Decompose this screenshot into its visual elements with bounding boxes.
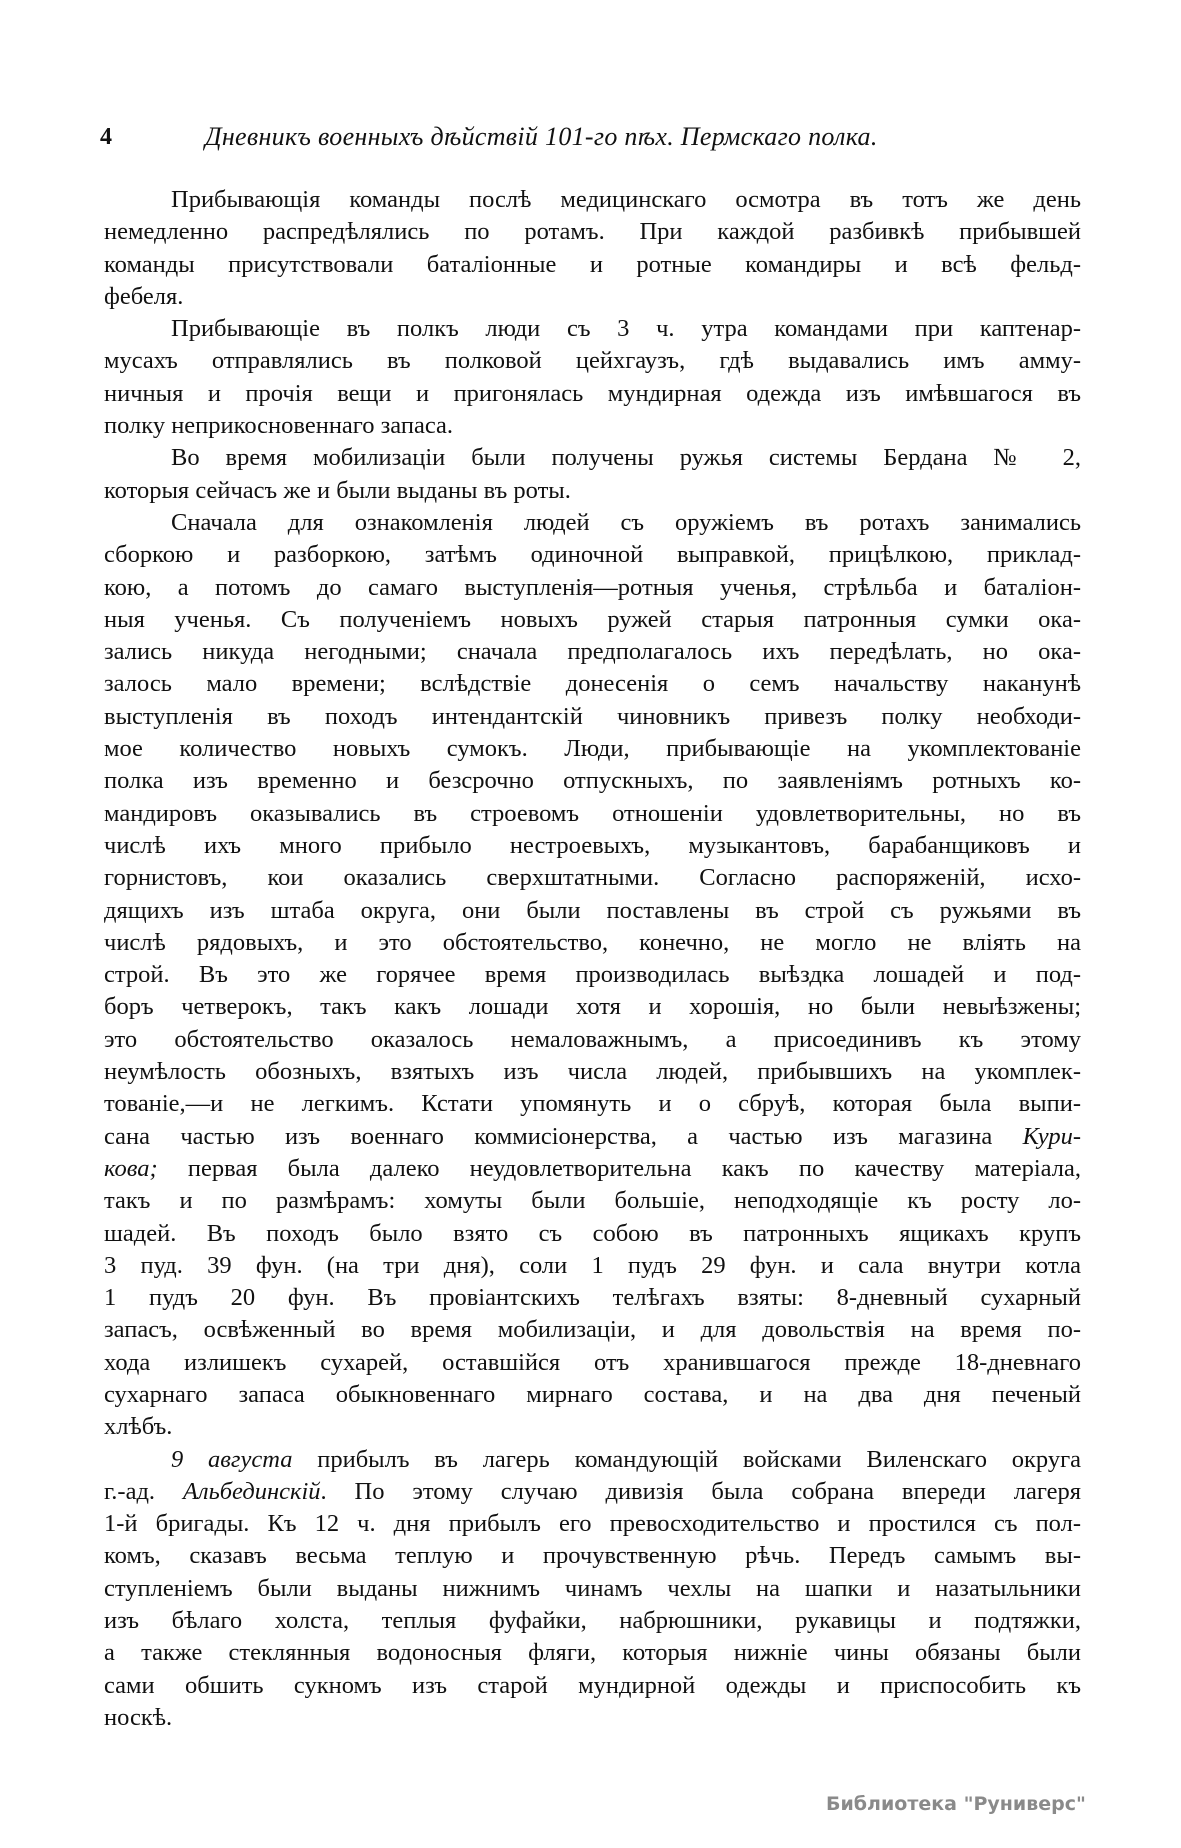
text-segment: числѣ рядовыхъ, и это обстоятельство, конечно, не могло не вліять на xyxy=(104,928,1081,956)
text-segment: шадей. Въ походъ было взято съ собою въ патронныхъ ящикахъ крупъ xyxy=(104,1219,1081,1247)
text-segment: ныя ученья. Съ полученіемъ новыхъ ружей старыя патронныя сумки ока- xyxy=(104,605,1081,633)
text-line xyxy=(104,1282,1081,1314)
italic-text-segment: Кури- xyxy=(1022,1122,1081,1150)
text-segment: строй. Въ это же горячее время производилась выѣздка лошадей и под- xyxy=(104,961,1081,989)
text-segment: Прибывающія команды послѣ медицинскаго осмотра въ тотъ же день xyxy=(171,186,1081,213)
text-segment: выступленія въ походъ интендантскій чиновникъ привезъ полку необходи- xyxy=(104,702,1081,730)
text-segment: Во время мобилизаціи были получены ружья системы Бердана № 2, xyxy=(171,444,1081,472)
text-line xyxy=(104,1218,1081,1250)
text-segment: мое количество новыхъ сумокъ. Люди, прибывающіе на укомплектованіе xyxy=(104,735,1081,763)
text-line xyxy=(104,345,1081,377)
text-line xyxy=(104,1573,1081,1605)
text-line xyxy=(104,1347,1081,1379)
text-line xyxy=(104,668,1081,700)
text-line xyxy=(104,313,1081,345)
text-segment: прибылъ въ лагерь командующій войсками Виленскаго округа xyxy=(292,1445,1082,1473)
text-segment: 1 пудъ 20 фун. Въ провіантскихъ телѣгахъ взяты: 8-дневный сухарный xyxy=(104,1284,1081,1312)
text-segment: первая была далеко неудовлетворительна какъ по качеству матеріала, xyxy=(157,1154,1081,1182)
text-line xyxy=(104,1702,1081,1734)
text-segment: мандировъ оказывались въ строевомъ отношеніи удовлетворительны, но въ xyxy=(104,799,1081,827)
text-segment: Прибывающіе въ полкъ люди съ 3 ч. утра командами при каптенар- xyxy=(171,315,1081,343)
text-segment: 3 пуд. 39 фун. (на три дня), соли 1 пудъ 29 фун. и сала внутри котла xyxy=(104,1251,1081,1279)
text-line xyxy=(104,410,1081,442)
text-line xyxy=(104,1024,1081,1056)
text-segment: сухарнаго запаса обыкновеннаго мирнаго состава, и на два дня печеный xyxy=(104,1380,1081,1408)
text-segment: горнистовъ, кои оказались сверхштатными. Согласно распоряженій, исхо- xyxy=(104,864,1081,892)
text-segment: кою, а потомъ до самаго выступленія—ротныя ученья, стрѣльба и баталіон- xyxy=(104,573,1081,601)
text-line xyxy=(104,1250,1081,1282)
italic-text-segment: 9 августа xyxy=(171,1445,293,1473)
running-head-title: Дневникъ военныхъ дѣйствій 101-го пѣх. Пермскаго полка. xyxy=(205,122,878,151)
text-segment: мусахъ отправлялись въ полковой цейхгаузъ, гдѣ выдавались имъ амму- xyxy=(104,347,1081,375)
text-segment: числѣ ихъ много прибыло нестроевыхъ, музыкантовъ, барабанщиковъ и xyxy=(104,831,1081,859)
text-segment: носкѣ. xyxy=(104,1703,173,1731)
text-line xyxy=(104,249,1081,281)
text-line xyxy=(104,604,1081,636)
page-number: 4 xyxy=(100,124,112,150)
text-segment: г.-ад. xyxy=(104,1477,183,1505)
text-segment: тованіе,—и не легкимъ. Кстати упомянуть и о сбруѣ, которая была выпи- xyxy=(104,1090,1081,1118)
text-segment: это обстоятельство оказалось немаловажнымъ, а присоединивъ къ этому xyxy=(104,1025,1081,1053)
text-line xyxy=(104,539,1081,571)
text-line xyxy=(104,378,1081,410)
text-line xyxy=(104,636,1081,668)
text-segment: немедленно распредѣлялись по ротамъ. При каждой разбивкѣ прибывшей xyxy=(104,218,1081,246)
text-segment: сами обшить сукномъ изъ старой мундирной одежды и приспособить къ xyxy=(104,1671,1081,1699)
text-line xyxy=(104,765,1081,797)
text-segment: ничныя и прочія вещи и пригонялась мундирная одежда изъ имѣвшагося въ xyxy=(104,379,1081,407)
text-line xyxy=(104,1670,1081,1702)
page-body-text xyxy=(104,184,1081,1734)
text-line xyxy=(104,1121,1081,1153)
text-line xyxy=(104,895,1081,927)
text-line xyxy=(104,927,1081,959)
text-line xyxy=(104,1637,1081,1669)
text-segment: дящихъ изъ штаба округа, они были поставлены въ строй съ ружьями въ xyxy=(104,896,1081,924)
text-line xyxy=(104,1540,1081,1572)
italic-text-segment: кова; xyxy=(104,1154,158,1182)
text-line xyxy=(104,991,1081,1023)
text-line xyxy=(104,442,1081,474)
text-line xyxy=(104,798,1081,830)
text-segment: неумѣлость обозныхъ, взятыхъ изъ числа людей, прибывшихъ на укомплек- xyxy=(104,1058,1081,1086)
text-line xyxy=(104,507,1081,539)
text-line xyxy=(104,862,1081,894)
text-line xyxy=(104,1508,1081,1540)
text-line xyxy=(104,830,1081,862)
text-line xyxy=(104,1088,1081,1120)
library-watermark: Библиотека "Руниверс" xyxy=(826,1793,1086,1815)
text-segment: залось мало времени; вслѣдствіе донесенія о семъ начальству наканунѣ xyxy=(104,670,1081,698)
text-line xyxy=(104,1605,1081,1637)
text-line xyxy=(104,1056,1081,1088)
text-segment: хода излишекъ сухарей, оставшійся отъ хранившагося прежде 18-дневнаго xyxy=(104,1348,1081,1376)
text-line xyxy=(104,959,1081,991)
text-line xyxy=(104,1411,1081,1443)
text-segment: которыя сейчасъ же и были выданы въ роты. xyxy=(104,476,571,504)
text-line xyxy=(104,1314,1081,1346)
text-segment: такъ и по размѣрамъ: хомуты были большіе, неподходящіе къ росту ло- xyxy=(104,1187,1081,1215)
text-segment: боръ четверокъ, такъ какъ лошади хотя и хорошія, но были невыѣзжены; xyxy=(104,993,1081,1021)
text-segment: хлѣбъ. xyxy=(104,1413,173,1441)
text-segment: 1-й бригады. Къ 12 ч. дня прибылъ его превосходительство и простился съ пол- xyxy=(104,1510,1081,1538)
text-segment: фебеля. xyxy=(104,282,184,310)
text-line xyxy=(104,1444,1081,1476)
text-segment: Сначала для ознакомленія людей съ оружіемъ въ ротахъ занимались xyxy=(171,508,1081,536)
text-segment: . По этому случаю дивизія была собрана впереди лагеря xyxy=(320,1477,1081,1505)
text-line xyxy=(104,184,1081,216)
text-line xyxy=(104,1185,1081,1217)
text-segment: полка изъ временно и безсрочно отпускныхъ, по заявленіямъ ротныхъ ко- xyxy=(104,767,1081,795)
text-line xyxy=(104,216,1081,248)
text-line xyxy=(104,1153,1081,1185)
text-segment: зались никуда негодными; сначала предполагалось ихъ передѣлать, но ока- xyxy=(104,638,1081,666)
text-segment: полку неприкосновеннаго запаса. xyxy=(104,412,454,440)
text-segment: а также стеклянныя водоносныя фляги, которыя нижніе чины обязаны были xyxy=(104,1639,1081,1667)
text-line xyxy=(104,1379,1081,1411)
text-segment: запасъ, освѣженный во время мобилизаціи, и для довольствія на время по- xyxy=(104,1316,1081,1344)
text-line xyxy=(104,1476,1081,1508)
text-line xyxy=(104,281,1081,313)
text-line xyxy=(104,475,1081,507)
text-line xyxy=(104,572,1081,604)
text-segment: команды присутствовали баталіонные и ротные командиры и всѣ фельд- xyxy=(104,250,1081,278)
italic-text-segment: Альбединскій xyxy=(182,1477,321,1505)
text-segment: изъ бѣлаго холста, теплыя фуфайки, набрюшники, рукавицы и подтяжки, xyxy=(104,1607,1081,1635)
text-segment: ступленіемъ были выданы нижнимъ чинамъ чехлы на шапки и назатыльники xyxy=(104,1574,1081,1602)
text-line xyxy=(104,701,1081,733)
text-segment: комъ, сказавъ весьма теплую и прочувственную рѣчь. Передъ самымъ вы- xyxy=(104,1542,1081,1570)
text-segment: сборкою и разборкою, затѣмъ одиночной выправкой, прицѣлкою, приклад- xyxy=(104,541,1081,569)
text-segment: сана частью изъ военнаго коммисіонерства, а частью изъ магазина xyxy=(104,1122,1023,1150)
text-line xyxy=(104,733,1081,765)
